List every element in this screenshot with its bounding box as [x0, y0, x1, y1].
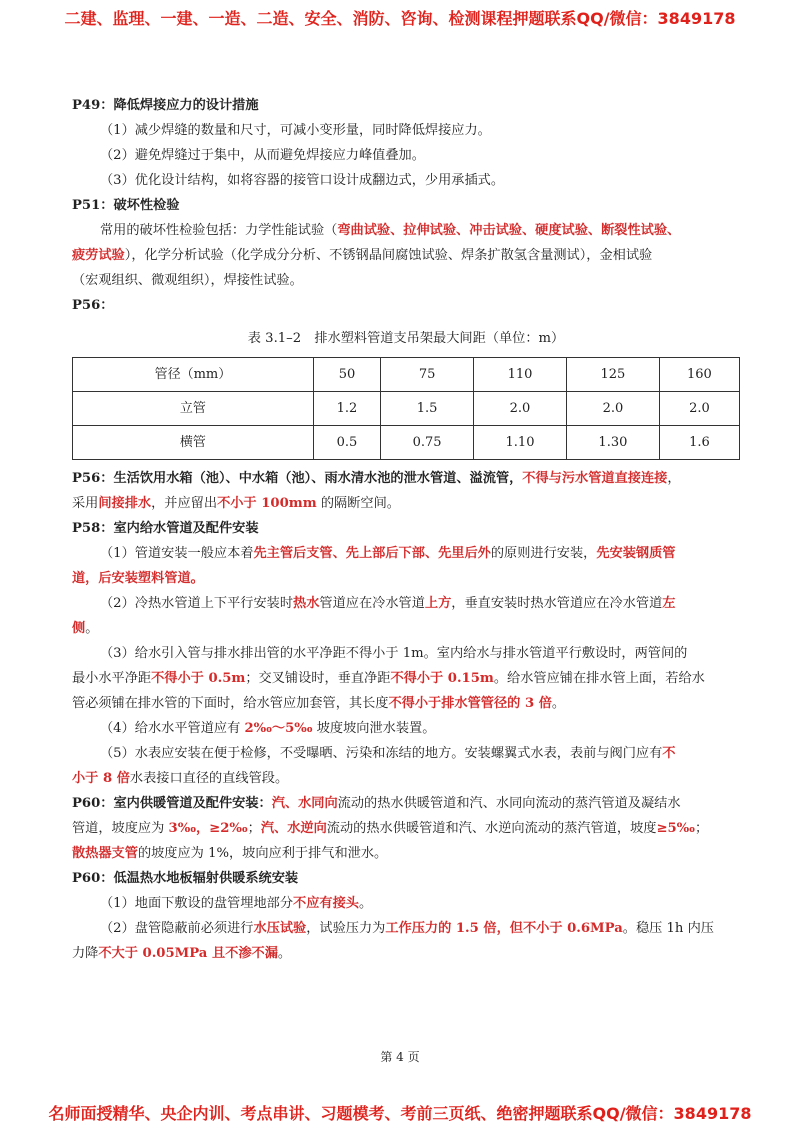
table-row	[73, 426, 740, 460]
table-cell: 2.0	[566, 392, 659, 426]
p51-line-1: 常用的破坏性检验包括：力学性能试验（弯曲试验、拉伸试验、冲击试验、硬度试验、断裂性试验、	[100, 223, 681, 238]
spacing-table	[72, 357, 740, 460]
header-cell: 50	[313, 358, 380, 392]
p56b-line-2: 采用间接排水，并应留出不小于 100mm 的隔断空间。	[72, 496, 400, 511]
p58-item-5-line-1: （5）水表应安装在便于检修，不受曝晒、污染和冻结的地方。安装螺翼式水表，表前与阀门应有不	[100, 746, 676, 761]
table-row	[73, 392, 740, 426]
p58-heading: P58：室内给水管道及配件安装	[72, 521, 259, 536]
p51-line-3: （宏观组织、微观组织），焊接性试验。	[72, 273, 303, 288]
table-cell: 1.30	[566, 426, 659, 460]
table-caption: 表 3.1–2 排水塑料管道支吊架最大间距（单位：m）	[247, 331, 565, 346]
bottom-banner: 名师面授精华、央企内训、考点串讲、习题模考、考前三页纸、绝密押题联系QQ/微信：3849178	[48, 1104, 752, 1123]
p49-item-2: （2）避免焊缝过于集中，从而避免焊接应力峰值叠加。	[100, 148, 425, 163]
p56-heading: P56：	[72, 298, 114, 313]
table-cell: 2.0	[474, 392, 567, 426]
p58-item-2-line-2: 侧。	[72, 621, 99, 636]
p58-item-3-line-2: 最小水平净距不得小于 0.5m；交叉铺设时，垂直净距不得小于 0.15m。给水管应铺在排水管上面，若给水	[72, 671, 705, 686]
header-cell: 管径（mm）	[73, 358, 314, 392]
p60b-item-1: （1）地面下敷设的盘管埋地部分不应有接头。	[100, 896, 373, 911]
p60a-line-1: P60：室内供暖管道及配件安装：汽、水同向流动的热水供暖管道和汽、水同向流动的蒸汽管道及凝结水	[72, 796, 681, 811]
table-cell: 0.75	[381, 426, 474, 460]
p60b-item-2-line-1: （2）盘管隐蔽前必须进行水压试验，试验压力为工作压力的 1.5 倍，但不小于 0.6MPa。稳压 1h 内压	[100, 921, 714, 936]
table-header-row	[73, 358, 740, 392]
p60b-item-2-line-2: 力降不大于 0.05MPa 且不渗不漏。	[72, 946, 292, 961]
header-cell: 125	[566, 358, 659, 392]
table-cell: 2.0	[659, 392, 739, 426]
page-number: 第 4 页	[380, 1050, 420, 1064]
top-banner: 二建、监理、一建、一造、二造、安全、消防、咨询、检测课程押题联系QQ/微信：3849178	[64, 9, 736, 28]
p58-item-3-line-1: （3）给水引入管与排水排出管的水平净距不得小于 1m。室内给水与排水管道平行敷设时，两管间的	[100, 646, 688, 661]
p51-heading: P51：破坏性检验	[72, 198, 180, 213]
p58-item-1-line-2: 道，后安装塑料管道。	[72, 571, 204, 586]
p51-line-2: 疲劳试验），化学分析试验（化学成分分析、不锈钢晶间腐蚀试验、焊条扩散氢含量测试），金相试验	[72, 248, 653, 263]
p60b-heading: P60：低温热水地板辐射供暖系统安装	[72, 871, 299, 886]
table-cell: 1.5	[381, 392, 474, 426]
p58-item-1-line-1: （1）管道安装一般应本着先主管后支管、先上部后下部、先里后外的原则进行安装，先安装钢质管	[100, 546, 676, 561]
table-cell: 1.2	[313, 392, 380, 426]
p58-item-5-line-2: 小于 8 倍水表接口直径的直线管段。	[72, 771, 289, 786]
header-cell: 160	[659, 358, 739, 392]
table-cell: 1.10	[474, 426, 567, 460]
p49-item-1: （1）减少焊缝的数量和尺寸，可减小变形量，同时降低焊接应力。	[100, 123, 491, 138]
header-cell: 75	[381, 358, 474, 392]
table-cell: 立管	[73, 392, 314, 426]
p60a-line-2: 管道，坡度应为 3‰，≥2‰；汽、水逆向流动的热水供暖管道和汽、水逆向流动的蒸汽管道，坡度≥5‰；	[72, 821, 709, 836]
document-body	[72, 93, 740, 966]
p49-item-3: （3）优化设计结构，如将容器的接管口设计成翻边式，少用承插式。	[100, 173, 505, 188]
header-cell: 110	[474, 358, 567, 392]
p49-heading: P49：降低焊接应力的设计措施	[72, 98, 259, 113]
p56b-line-1: P56：生活饮用水箱（池）、中水箱（池）、雨水清水池的泄水管道、溢流管，不得与污水管道直接连接，	[72, 471, 681, 486]
p60a-line-3: 散热器支管的坡度应为 1%，坡向应利于排气和泄水。	[72, 846, 388, 861]
table-cell: 1.6	[659, 426, 739, 460]
p58-item-3-line-3: 管必须铺在排水管的下面时，给水管应加套管，其长度不得小于排水管管径的 3 倍。	[72, 696, 566, 711]
table-cell: 横管	[73, 426, 314, 460]
p58-item-2-line-1: （2）冷热水管道上下平行安装时热水管道应在冷水管道上方，垂直安装时热水管道应在冷水管道左	[100, 596, 676, 611]
p58-item-4: （4）给水水平管道应有 2‰～5‰ 坡度坡向泄水装置。	[100, 721, 436, 736]
table-cell: 0.5	[313, 426, 380, 460]
